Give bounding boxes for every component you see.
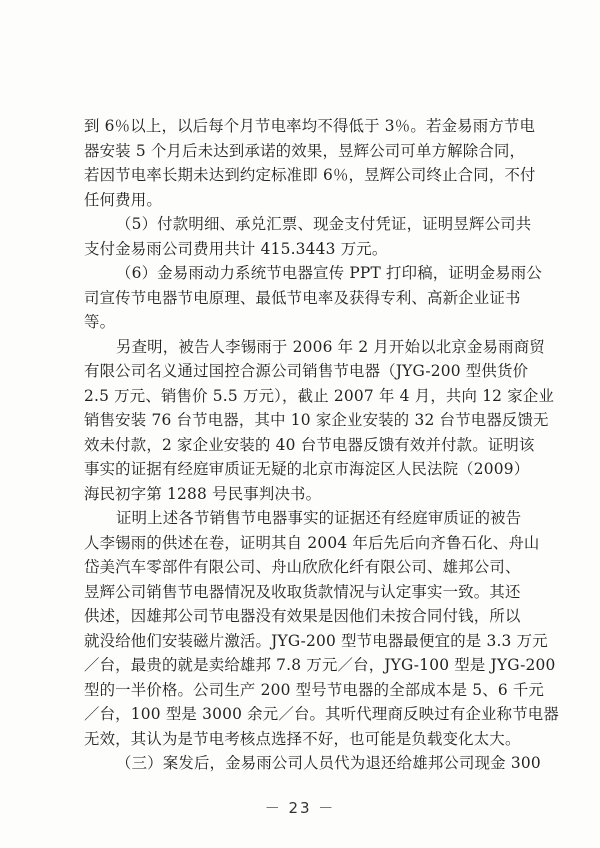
- text-line: 无效，其认为是节电考核点选择不好，也可能是负载变化太大。: [84, 730, 521, 748]
- text-line: 任何费用。: [84, 191, 162, 209]
- text-line: 支付金易雨公司费用共计 415.3443 万元。: [84, 240, 388, 258]
- text-line: 岱美汽车零部件有限公司、舟山欣欣化纤有限公司、雄邦公司、: [84, 558, 521, 576]
- text-line: 器安装 5 个月后未达到承诺的效果，昱辉公司可单方解除合同，: [84, 142, 526, 160]
- text-line: ／台，最贵的就是卖给雄邦 7.8 万元／台，JYG-100 型是 JYG-200: [84, 656, 556, 674]
- text-line: 另查明，被告人李锡雨于 2006 年 2 月开始以北京金易雨商贸: [116, 338, 545, 356]
- text-line: 就没给他们安装磁片激活。JYG-200 型节电器最便宜的是 3.3 万元: [84, 632, 548, 650]
- text-line: 型的一半价格。公司生产 200 型号节电器的全部成本是 5、6 千元: [84, 681, 545, 699]
- text-line: 若因节电率长期未达到约定标准即 6％，昱辉公司终止合同，不付: [84, 166, 536, 184]
- text-line: 2.5 万元、销售价 5.5 万元），截止 2007 年 4 月，共向 12 家企业: [84, 387, 555, 405]
- text-line: 有限公司名义通过国控合源公司销售节电器（JYG-200 型供货价: [84, 362, 529, 380]
- text-line: 效未付款，2 家企业安装的 40 台节电器反馈有效并付款。证明该: [84, 436, 535, 454]
- text-line: 等。: [84, 313, 116, 331]
- text-line: 销售安装 76 台节电器，其中 10 家企业安装的 32 台节电器反馈无: [84, 411, 549, 429]
- text-line: 海民初字第 1288 号民事判决书。: [84, 485, 322, 503]
- text-line: 供述，因雄邦公司节电器没有效果是因他们未按合同付钱，所以: [84, 607, 521, 625]
- text-line: 司宣传节电器节电原理、最低节电率及获得专利、高新企业证书: [84, 289, 521, 307]
- page-number: － 23 －: [264, 799, 336, 817]
- text-line: 人李锡雨的供述在卷，证明其自 2004 年后先后向齐鲁石化、舟山: [84, 534, 540, 552]
- text-line: （5）付款明细、承兑汇票、现金支付凭证，证明昱辉公司共: [116, 215, 532, 233]
- text-line: （6）金易雨动力系统节电器宣传 PPT 打印稿，证明金易雨公: [116, 264, 542, 282]
- text-line: ／台，100 型是 3000 余元／台。其听代理商反映过有企业称节电器: [84, 705, 559, 723]
- text-line: （三）案发后，金易雨公司人员代为退还给雄邦公司现金 300: [116, 754, 541, 772]
- text-line: 证明上述各节销售节电器事实的证据还有经庭审质证的被告: [116, 509, 522, 527]
- text-line: 事实的证据有经庭审质证无疑的北京市海淀区人民法院（2009）: [84, 460, 530, 478]
- text-line: 到 6％以上，以后每个月节电率均不得低于 3％。若金易雨方节电: [84, 117, 536, 135]
- text-line: 昱辉公司销售节电器情况及收取货款情况与认定事实一致。其还: [84, 583, 521, 601]
